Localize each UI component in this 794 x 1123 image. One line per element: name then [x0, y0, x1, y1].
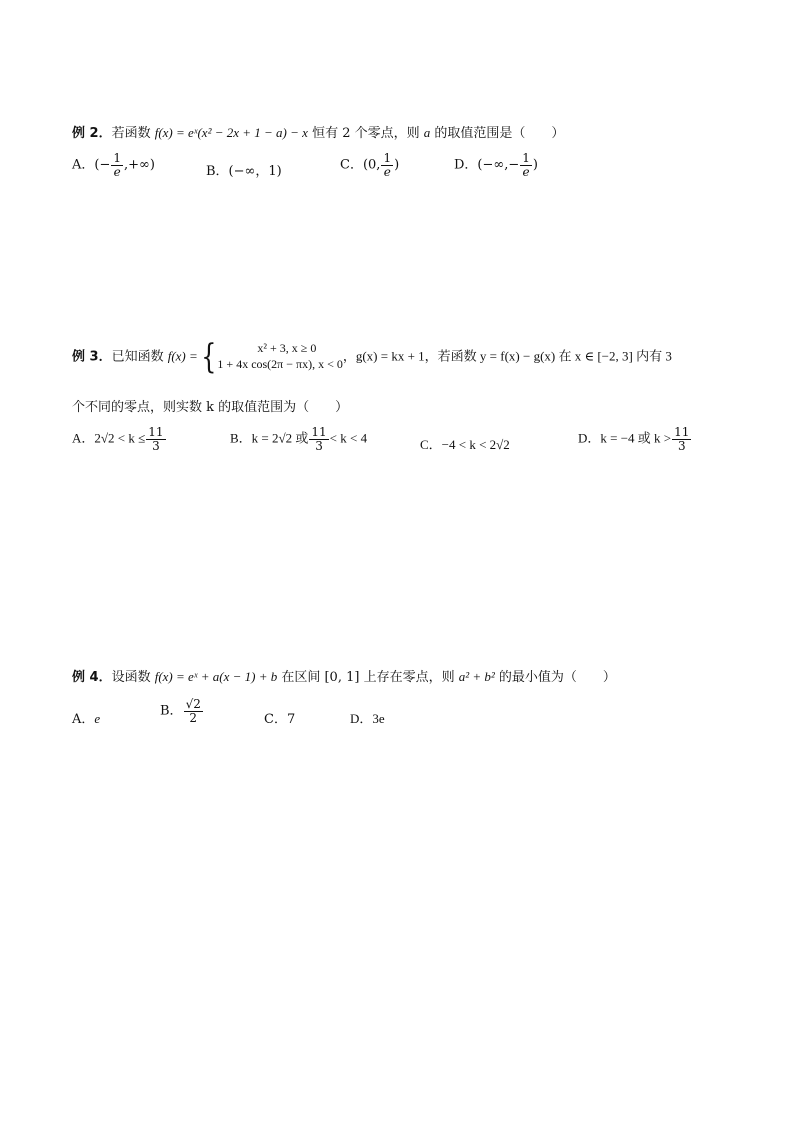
- ex2-option-d: D．(−∞,− $\frac{1}{e}$ ): [454, 151, 538, 179]
- ex3-function: f(x) =: [167, 348, 198, 364]
- ex3-label: 例 3．: [72, 349, 112, 365]
- ex2-option-b: B．(−∞，1): [206, 164, 282, 179]
- ex2-opt-a-frac: $\frac{1}{e}$: [113, 151, 121, 179]
- ex4-text-post: 的最小值为（ ）: [494, 670, 616, 685]
- ex4-option-b: B． $\frac{√2}{2}$: [160, 697, 201, 725]
- ex2-var: a: [423, 125, 431, 140]
- ex3-piece-2: 1 + 4x cos(2π − πx), x < 0: [217, 357, 343, 371]
- ex2-text-pre: 若函数: [111, 126, 155, 141]
- ex3-piecewise: [217, 341, 342, 372]
- ex4-text-mid: 在区间 [0, 1] 上存在零点，则: [277, 670, 459, 685]
- ex4-expression: a² + b²: [458, 669, 495, 684]
- ex3-option-b: B．k = 2√2 或 $\frac{11}{3}$ < k < 4: [230, 425, 368, 453]
- ex4-function: f(x) = eˣ + a(x − 1) + b: [154, 669, 278, 684]
- ex4-option-a: A．e: [72, 711, 101, 727]
- ex3-text-pre: 已知函数: [111, 349, 168, 365]
- ex2-text-post: 的取值范围是（ ）: [430, 126, 565, 141]
- ex2-text-mid: 恒有 2 个零点，则: [307, 126, 424, 141]
- ex4-option-c: C．7: [264, 712, 296, 727]
- ex3-opt-b-frac: $\frac{11}{3}$: [311, 425, 327, 453]
- ex3-option-c: C．−4 < k < 2√2: [420, 437, 510, 452]
- ex2-label: 例 2．: [72, 126, 112, 141]
- ex3-brace: {: [201, 337, 217, 377]
- ex3-piece-1: x² + 3, x ≥ 0: [257, 341, 317, 356]
- ex2-function: f(x) = eˣ(x² − 2x + 1 − a) − x: [154, 125, 308, 140]
- ex2-option-c: C．(0, $\frac{1}{e}$ ): [340, 151, 400, 179]
- ex4-opt-b-frac: $\frac{√2}{2}$: [185, 697, 201, 725]
- ex3-text-mid: ，g(x) = kx + 1，若函数 y = f(x) − g(x) 在 x ∈ [−2, 3] 内有 3: [342, 348, 672, 364]
- ex2-opt-d-frac: $\frac{1}{e}$: [522, 151, 530, 179]
- ex3-question-line2: 个不同的零点，则实数 k 的取值范围为（ ）: [72, 400, 349, 415]
- ex3-option-d: D．k = −4 或 k > $\frac{11}{3}$: [578, 425, 690, 453]
- ex2-option-a: A．(− $\frac{1}{e}$ ,+∞): [72, 151, 155, 179]
- ex3-option-a: A．2√2 < k ≤ $\frac{11}{3}$: [72, 425, 164, 453]
- ex2-question: [72, 122, 564, 141]
- ex4-option-d: D．3e: [350, 711, 385, 726]
- ex4-text-pre: 设函数: [111, 670, 155, 685]
- ex3-opt-a-frac: $\frac{11}{3}$: [148, 425, 164, 453]
- ex3-opt-d-frac: $\frac{11}{3}$: [674, 425, 690, 453]
- ex4-label: 例 4．: [72, 670, 112, 685]
- ex4-question: [72, 666, 616, 685]
- ex3-question: [72, 337, 672, 377]
- ex2-opt-c-frac: $\frac{1}{e}$: [383, 151, 392, 179]
